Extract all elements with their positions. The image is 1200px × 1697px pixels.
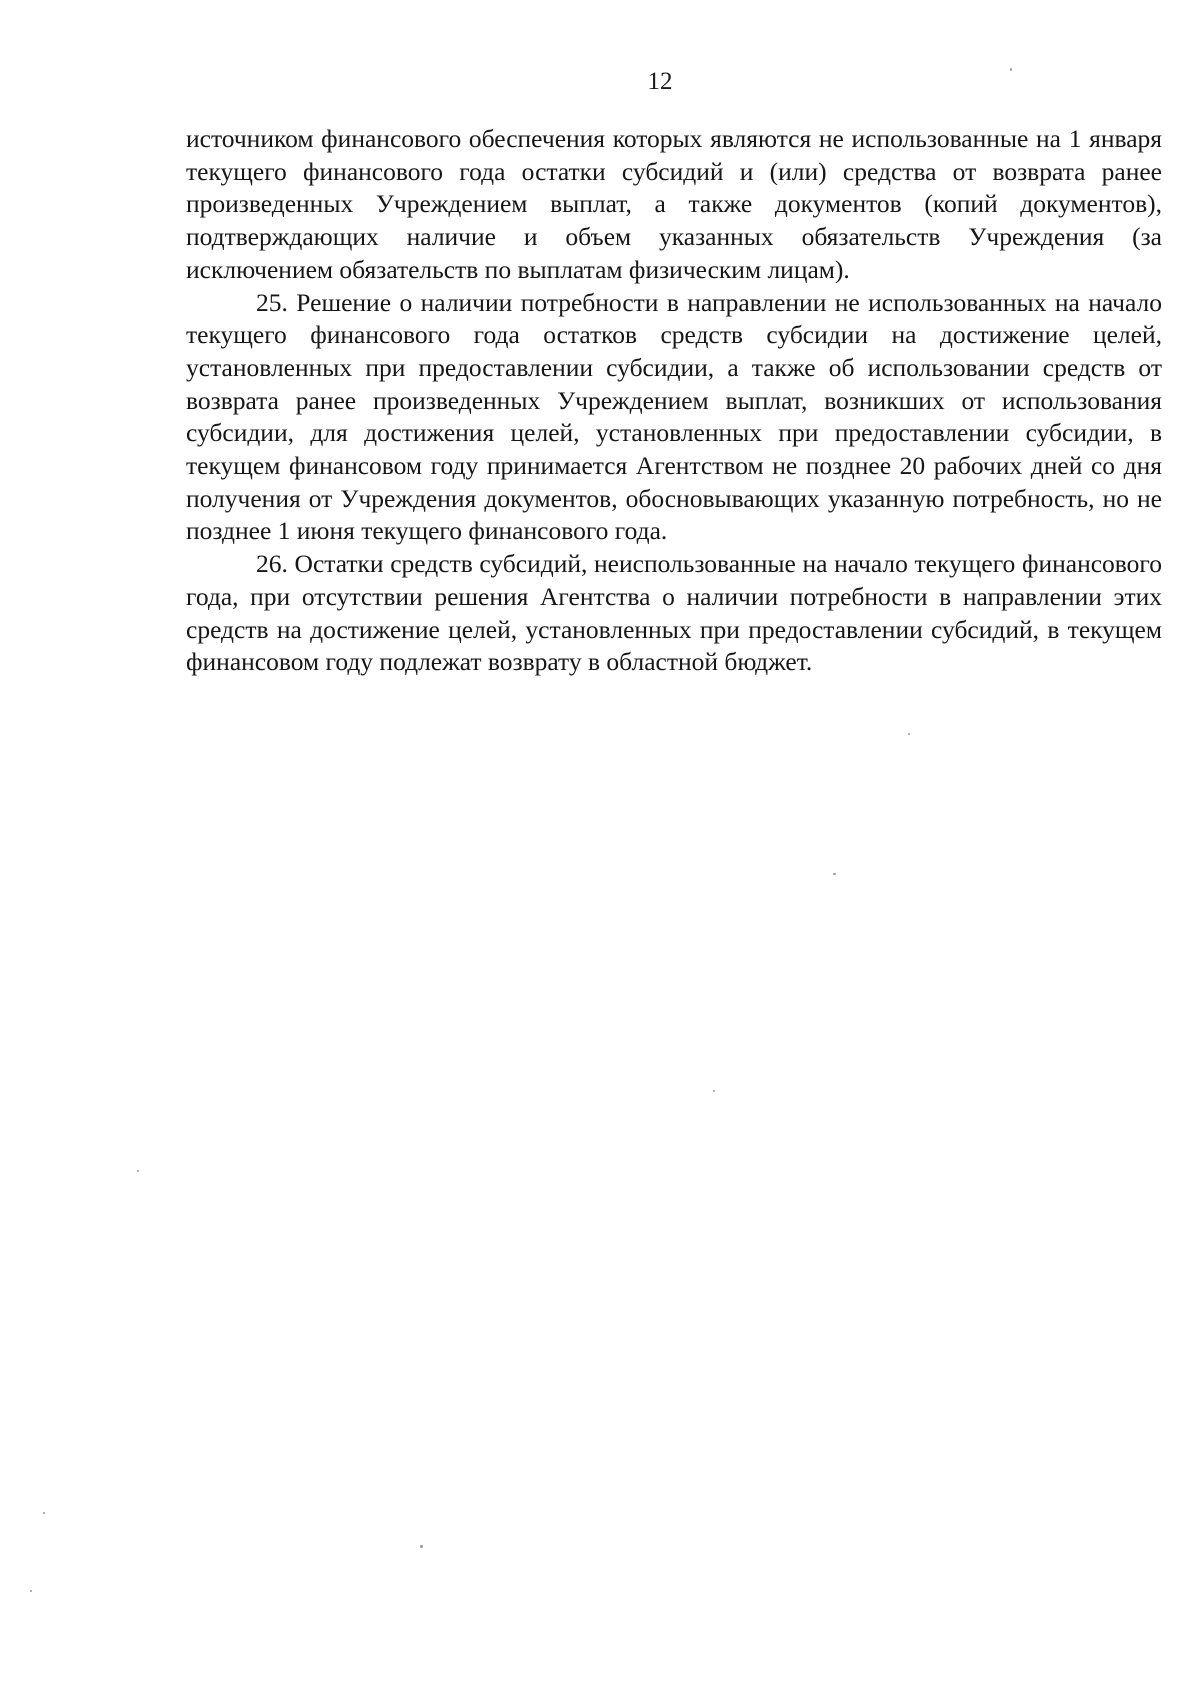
- paragraph-25: 25. Решение о наличии потребности в направлении не использованных на начало текущего финансового года остатков средств субсидии на достижение целей, установленных при предоставлении субсидии, а также об использовании средств от возврата ранее произведенных Учреждением выплат, возникших от использования субсидии, для достижения целей, установленных при предоставлении субсидии, в текущем финансовом году принимается Агентством не позднее 20 рабочих дней со дня получения от Учреждения документов, обосновывающих указанную потребность, но не позднее 1 июня текущего финансового года.: [186, 287, 1162, 546]
- document-body: [186, 123, 1162, 679]
- scan-speck: [30, 1590, 32, 1592]
- scan-speck: [908, 733, 910, 735]
- page-number: 12: [647, 68, 673, 95]
- scan-speck: [420, 1545, 423, 1548]
- paragraph-continuation: источником финансового обеспечения которых являются не использованные на 1 января текущего финансового года остатки субсидий и (или) средства от возврата ранее произведенных Учреждением выплат, а также документов (копий документов), подтверждающих наличие и объем указанных обязательств Учреждения (за исключением обязательств по выплатам физическим лицам).: [186, 124, 1162, 284]
- scan-speck: [1010, 68, 1012, 71]
- scan-speck: [137, 1170, 139, 1172]
- scan-speck: [43, 1512, 45, 1514]
- scan-speck: [833, 873, 836, 875]
- paragraph-26: 26. Остатки средств субсидий, неиспользованные на начало текущего финансового года, при отсутствии решения Агентства о наличии потребности в направлении этих средств на достижение целей, установленных при предоставлении субсидий, в текущем финансовом году подлежат возврату в областной бюджет.: [186, 549, 1162, 677]
- scan-speck: [713, 1090, 715, 1092]
